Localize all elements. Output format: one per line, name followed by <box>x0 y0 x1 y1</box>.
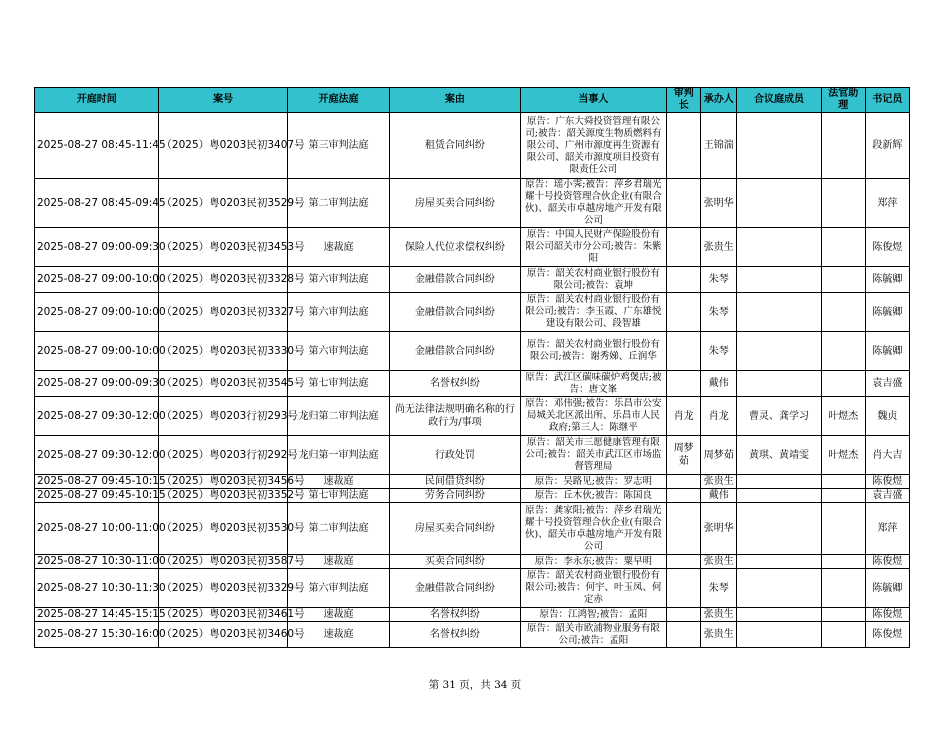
cell-parties: 原告：丘木伙;被告：陈国良 <box>520 489 667 503</box>
cell-judge-assistant: 叶煜杰 <box>821 397 865 436</box>
cell-cause: 民间借贷纠纷 <box>390 475 520 489</box>
table-row <box>35 332 910 371</box>
cell-handler: 肖龙 <box>701 397 737 436</box>
cell-presiding-judge <box>667 569 701 608</box>
cell-judge-assistant <box>821 332 865 371</box>
cell-judge-assistant <box>821 228 865 267</box>
cell-cause: 保险人代位求偿权纠纷 <box>390 228 520 267</box>
cell-case-number: （2025）粤0203民初3352号 <box>159 489 287 503</box>
cell-presiding-judge: 肖龙 <box>667 397 701 436</box>
cell-clerk: 陈毓卿 <box>865 332 909 371</box>
cell-handler: 朱琴 <box>701 293 737 332</box>
cell-presiding-judge <box>667 555 701 569</box>
cell-clerk: 陈毓卿 <box>865 569 909 608</box>
cell-parties: 原告：韶关农村商业银行股份有限公司;被告：何宇、叶玉凤、何定赤 <box>520 569 667 608</box>
cell-parties: 原告：李永东;被告：粟早明 <box>520 555 667 569</box>
cell-clerk: 肖大吉 <box>865 436 909 475</box>
cell-courtroom: 速裁庭 <box>287 608 389 622</box>
cell-judge-assistant <box>821 569 865 608</box>
table-header-row <box>35 88 910 113</box>
cell-judge-assistant <box>821 293 865 332</box>
cell-handler: 张明华 <box>701 179 737 228</box>
cell-panel-members <box>737 371 821 397</box>
cell-courtroom: 速裁庭 <box>287 555 389 569</box>
cell-judge-assistant: 叶煜杰 <box>821 436 865 475</box>
cell-judge-assistant <box>821 489 865 503</box>
cell-case-number: （2025）粤0203民初3587号 <box>159 555 287 569</box>
cell-presiding-judge <box>667 622 701 648</box>
cell-parties: 原告：中国人民财产保险股份有限公司韶关市分公司;被告：朱紫阳 <box>520 228 667 267</box>
cell-presiding-judge <box>667 608 701 622</box>
cell-judge-assistant <box>821 475 865 489</box>
cell-case-number: （2025）粤0203行初293号 <box>159 397 287 436</box>
cell-hearing-time: 2025-08-27 10:00-11:00 <box>35 503 159 555</box>
cell-clerk: 陈俊煜 <box>865 608 909 622</box>
cell-case-number: （2025）粤0203民初3545号 <box>159 371 287 397</box>
cell-handler: 戴伟 <box>701 371 737 397</box>
table-row <box>35 608 910 622</box>
cell-panel-members <box>737 608 821 622</box>
table-row <box>35 622 910 648</box>
cell-presiding-judge <box>667 267 701 293</box>
table-row <box>35 267 910 293</box>
cell-parties: 原告：吴路见;被告：罗志明 <box>520 475 667 489</box>
cell-clerk: 袁吉盛 <box>865 371 909 397</box>
cell-case-number: （2025）粤0203民初3456号 <box>159 475 287 489</box>
cell-handler: 朱琴 <box>701 267 737 293</box>
cell-panel-members <box>737 503 821 555</box>
cell-cause: 租赁合同纠纷 <box>390 113 520 179</box>
cell-courtroom: 第六审判法庭 <box>287 293 389 332</box>
cell-case-number: （2025）粤0203民初3460号 <box>159 622 287 648</box>
cell-presiding-judge <box>667 113 701 179</box>
cell-presiding-judge <box>667 371 701 397</box>
cell-parties: 原告：广东大舜投资管理有限公司;被告：韶关源度生物质燃料有限公司、广州市源度再生资源有限公司、韶关市源度项目投资有限责任公司 <box>520 113 667 179</box>
cell-hearing-time: 2025-08-27 10:30-11:30 <box>35 569 159 608</box>
header-parties: 当事人 <box>520 88 667 113</box>
cell-presiding-judge <box>667 503 701 555</box>
cell-case-number: （2025）粤0203民初3327号 <box>159 293 287 332</box>
cell-case-number: （2025）粤0203民初3328号 <box>159 267 287 293</box>
cell-hearing-time: 2025-08-27 09:00-10:00 <box>35 293 159 332</box>
cell-courtroom: 第二审判法庭 <box>287 503 389 555</box>
cell-courtroom: 速裁庭 <box>287 622 389 648</box>
cell-parties: 原告：韶关市三愿健康管理有限公司;被告：韶关市武江区市场监督管理局 <box>520 436 667 475</box>
table-row <box>35 475 910 489</box>
cell-cause: 名誉权纠纷 <box>390 371 520 397</box>
cell-handler: 张明华 <box>701 503 737 555</box>
cell-hearing-time: 2025-08-27 14:45-15:15 <box>35 608 159 622</box>
cell-case-number: （2025）粤0203行初292号 <box>159 436 287 475</box>
header-panel-members: 合议庭成员 <box>737 88 821 113</box>
cell-panel-members <box>737 228 821 267</box>
cell-courtroom: 第二审判法庭 <box>287 179 389 228</box>
cell-panel-members: 曹灵、龚学习 <box>737 397 821 436</box>
cell-hearing-time: 2025-08-27 10:30-11:00 <box>35 555 159 569</box>
cell-hearing-time: 2025-08-27 09:30-12:00 <box>35 436 159 475</box>
cell-cause: 金融借款合同纠纷 <box>390 293 520 332</box>
table-row <box>35 113 910 179</box>
cell-presiding-judge <box>667 293 701 332</box>
cell-courtroom: 第三审判法庭 <box>287 113 389 179</box>
hearing-schedule-table <box>34 87 910 648</box>
cell-cause: 名誉权纠纷 <box>390 608 520 622</box>
cell-clerk: 陈毓卿 <box>865 293 909 332</box>
cell-cause: 房屋买卖合同纠纷 <box>390 179 520 228</box>
cell-presiding-judge: 周梦茹 <box>667 436 701 475</box>
cell-courtroom: 第六审判法庭 <box>287 267 389 293</box>
cell-parties: 原告：瑶小霁;被告：萍乡君瑞光耀十号投资管理合伙企业(有限合伙)、韶关市卓越房地产开发有限公司 <box>520 179 667 228</box>
header-cause: 案由 <box>390 88 520 113</box>
cell-hearing-time: 2025-08-27 08:45-11:45 <box>35 113 159 179</box>
cell-cause: 买卖合同纠纷 <box>390 555 520 569</box>
cell-cause: 金融借款合同纠纷 <box>390 569 520 608</box>
cell-panel-members <box>737 267 821 293</box>
cell-panel-members <box>737 332 821 371</box>
cell-parties: 原告：韶关农村商业银行股份有限公司;被告：袁坤 <box>520 267 667 293</box>
cell-presiding-judge <box>667 332 701 371</box>
cell-courtroom: 第七审判法庭 <box>287 489 389 503</box>
cell-clerk: 陈俊煜 <box>865 622 909 648</box>
cell-case-number: （2025）粤0203民初3530号 <box>159 503 287 555</box>
table-row <box>35 228 910 267</box>
cell-handler: 戴伟 <box>701 489 737 503</box>
cell-handler: 张贵生 <box>701 622 737 648</box>
cell-presiding-judge <box>667 489 701 503</box>
cell-courtroom: 第六审判法庭 <box>287 569 389 608</box>
table-row <box>35 489 910 503</box>
cell-courtroom: 第七审判法庭 <box>287 371 389 397</box>
cell-presiding-judge <box>667 475 701 489</box>
cell-hearing-time: 2025-08-27 09:00-09:30 <box>35 371 159 397</box>
cell-case-number: （2025）粤0203民初3330号 <box>159 332 287 371</box>
page-number: 第 31 页，共 34 页 <box>428 679 522 691</box>
cell-panel-members <box>737 293 821 332</box>
cell-hearing-time: 2025-08-27 09:30-12:00 <box>35 397 159 436</box>
cell-panel-members <box>737 569 821 608</box>
cell-courtroom: 速裁庭 <box>287 475 389 489</box>
cell-cause: 尚无法律法规明确名称的行政行为/事项 <box>390 397 520 436</box>
cell-handler: 朱琴 <box>701 569 737 608</box>
cell-clerk: 陈俊煜 <box>865 475 909 489</box>
table-row <box>35 293 910 332</box>
cell-panel-members <box>737 622 821 648</box>
table-row <box>35 436 910 475</box>
cell-cause: 房屋买卖合同纠纷 <box>390 503 520 555</box>
cell-panel-members <box>737 179 821 228</box>
header-clerk: 书记员 <box>865 88 909 113</box>
cell-hearing-time: 2025-08-27 09:00-09:30 <box>35 228 159 267</box>
cell-panel-members <box>737 555 821 569</box>
header-presiding-judge: 审判长 <box>667 88 701 113</box>
cell-cause: 劳务合同纠纷 <box>390 489 520 503</box>
cell-case-number: （2025）粤0203民初3407号 <box>159 113 287 179</box>
cell-hearing-time: 2025-08-27 09:45-10:15 <box>35 475 159 489</box>
cell-case-number: （2025）粤0203民初3329号 <box>159 569 287 608</box>
cell-clerk: 陈毓卿 <box>865 267 909 293</box>
table-row <box>35 503 910 555</box>
cell-handler: 张贵生 <box>701 555 737 569</box>
cell-handler: 张贵生 <box>701 475 737 489</box>
cell-presiding-judge <box>667 179 701 228</box>
table-row <box>35 555 910 569</box>
cell-clerk: 陈俊煜 <box>865 228 909 267</box>
cell-clerk: 郑萍 <box>865 503 909 555</box>
cell-cause: 金融借款合同纠纷 <box>390 332 520 371</box>
cell-judge-assistant <box>821 622 865 648</box>
cell-clerk: 袁吉盛 <box>865 489 909 503</box>
header-courtroom: 开庭法庭 <box>287 88 389 113</box>
cell-case-number: （2025）粤0203民初3453号 <box>159 228 287 267</box>
header-hearing-time: 开庭时间 <box>35 88 159 113</box>
cell-courtroom: 龙归第一审判法庭 <box>287 436 389 475</box>
cell-parties: 原告：武江区碳味碳炉鸡煲店;被告：唐文峯 <box>520 371 667 397</box>
cell-hearing-time: 2025-08-27 09:00-10:00 <box>35 332 159 371</box>
cell-panel-members <box>737 489 821 503</box>
header-judge-assistant: 法官助理 <box>821 88 865 113</box>
cell-clerk: 段新辉 <box>865 113 909 179</box>
cell-parties: 原告：龚家阳;被告：萍乡君瑞光耀十号投资管理合伙企业(有限合伙)、韶关市卓越房地产开发有限公司 <box>520 503 667 555</box>
cell-panel-members <box>737 475 821 489</box>
cell-cause: 行政处罚 <box>390 436 520 475</box>
cell-handler: 朱琴 <box>701 332 737 371</box>
cell-panel-members: 黄琪、黄靖雯 <box>737 436 821 475</box>
cell-handler: 周梦茹 <box>701 436 737 475</box>
table-row <box>35 397 910 436</box>
cell-judge-assistant <box>821 113 865 179</box>
cell-clerk: 陈俊煜 <box>865 555 909 569</box>
cell-parties: 原告：韶关农村商业银行股份有限公司;被告：李玉霞、广东雄悦建设有限公司、段智雄 <box>520 293 667 332</box>
cell-parties: 原告：韶关市欧浦物业服务有限公司;被告：孟阳 <box>520 622 667 648</box>
cell-courtroom: 第六审判法庭 <box>287 332 389 371</box>
cell-parties: 原告：韶关农村商业银行股份有限公司;被告：谢秀娣、丘润华 <box>520 332 667 371</box>
header-case-number: 案号 <box>159 88 287 113</box>
cell-hearing-time: 2025-08-27 15:30-16:00 <box>35 622 159 648</box>
cell-judge-assistant <box>821 608 865 622</box>
cell-handler: 王锦湍 <box>701 113 737 179</box>
cell-courtroom: 速裁庭 <box>287 228 389 267</box>
cell-cause: 金融借款合同纠纷 <box>390 267 520 293</box>
cell-hearing-time: 2025-08-27 09:45-10:15 <box>35 489 159 503</box>
table-row <box>35 179 910 228</box>
cell-judge-assistant <box>821 503 865 555</box>
cell-presiding-judge <box>667 228 701 267</box>
table-row <box>35 371 910 397</box>
header-handler: 承办人 <box>701 88 737 113</box>
cell-hearing-time: 2025-08-27 08:45-09:45 <box>35 179 159 228</box>
cell-parties: 原告：邓伟强;被告：乐昌市公安局城关北区派出所、乐昌市人民政府;第三人：陈继平 <box>520 397 667 436</box>
table-row <box>35 569 910 608</box>
cell-handler: 张贵生 <box>701 228 737 267</box>
cell-case-number: （2025）粤0203民初3529号 <box>159 179 287 228</box>
cell-courtroom: 龙归第二审判法庭 <box>287 397 389 436</box>
cell-parties: 原告：江鸿智;被告：孟阳 <box>520 608 667 622</box>
cell-case-number: （2025）粤0203民初3461号 <box>159 608 287 622</box>
cell-judge-assistant <box>821 371 865 397</box>
cell-cause: 名誉权纠纷 <box>390 622 520 648</box>
cell-clerk: 郑萍 <box>865 179 909 228</box>
cell-judge-assistant <box>821 179 865 228</box>
cell-hearing-time: 2025-08-27 09:00-10:00 <box>35 267 159 293</box>
cell-clerk: 魏贞 <box>865 397 909 436</box>
cell-handler: 张贵生 <box>701 608 737 622</box>
cell-panel-members <box>737 113 821 179</box>
cell-judge-assistant <box>821 555 865 569</box>
cell-judge-assistant <box>821 267 865 293</box>
